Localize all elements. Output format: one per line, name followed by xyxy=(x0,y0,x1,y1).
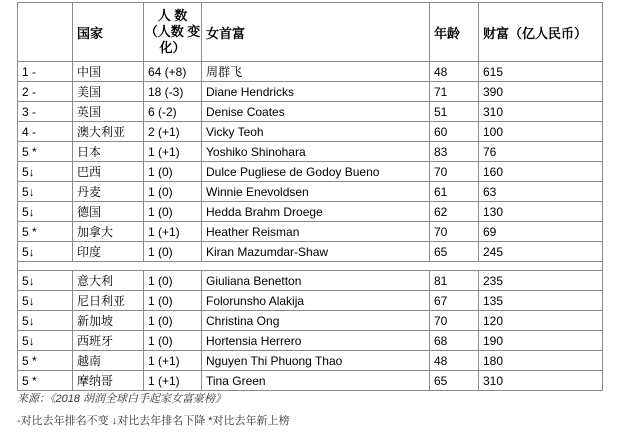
cell-wealth: 615 xyxy=(479,62,603,82)
cell-country: 澳大利亚 xyxy=(73,122,144,142)
cell-count: 1 (0) xyxy=(144,311,202,331)
table-row xyxy=(18,62,603,82)
cell-woman: Kiran Mazumdar-Shaw xyxy=(202,242,430,262)
header-row xyxy=(18,3,603,62)
cell-woman: Dulce Pugliese de Godoy Bueno xyxy=(202,162,430,182)
table-row xyxy=(18,202,603,222)
cell-age: 70 xyxy=(430,222,479,242)
cell-count: 1 (0) xyxy=(144,271,202,291)
cell-age: 71 xyxy=(430,82,479,102)
cell-age: 70 xyxy=(430,162,479,182)
cell-country: 加拿大 xyxy=(73,222,144,242)
table-row xyxy=(18,311,603,331)
cell-country: 美国 xyxy=(73,82,144,102)
cell-woman: Denise Coates xyxy=(202,102,430,122)
cell-rank: 5↓ xyxy=(18,242,73,262)
cell-rank: 5 * xyxy=(18,222,73,242)
cell-age: 65 xyxy=(430,371,479,391)
table-row xyxy=(18,351,603,371)
cell-rank: 5 * xyxy=(18,351,73,371)
cell-wealth: 69 xyxy=(479,222,603,242)
table-row xyxy=(18,122,603,142)
cell-woman: Yoshiko Shinohara xyxy=(202,142,430,162)
cell-woman: Tina Green xyxy=(202,371,430,391)
header-age: 年龄 xyxy=(430,3,479,62)
cell-woman: Hedda Brahm Droege xyxy=(202,202,430,222)
table-row xyxy=(18,331,603,351)
cell-age: 70 xyxy=(430,311,479,331)
cell-age: 48 xyxy=(430,351,479,371)
table-row xyxy=(18,102,603,122)
cell-rank: 1 - xyxy=(18,62,73,82)
cell-rank: 4 - xyxy=(18,122,73,142)
cell-wealth: 76 xyxy=(479,142,603,162)
cell-wealth: 160 xyxy=(479,162,603,182)
cell-country: 摩纳哥 xyxy=(73,371,144,391)
table-row xyxy=(18,142,603,162)
cell-woman: Nguyen Thi Phuong Thao xyxy=(202,351,430,371)
cell-country: 意大利 xyxy=(73,271,144,291)
cell-count: 1 (0) xyxy=(144,182,202,202)
cell-wealth: 180 xyxy=(479,351,603,371)
row-gap xyxy=(18,262,603,271)
cell-count: 1 (+1) xyxy=(144,371,202,391)
cell-age: 62 xyxy=(430,202,479,222)
cell-age: 65 xyxy=(430,242,479,262)
cell-count: 18 (-3) xyxy=(144,82,202,102)
cell-count: 1 (+1) xyxy=(144,222,202,242)
cell-rank: 5↓ xyxy=(18,202,73,222)
cell-rank: 5 * xyxy=(18,142,73,162)
cell-count: 2 (+1) xyxy=(144,122,202,142)
cell-wealth: 245 xyxy=(479,242,603,262)
cell-rank: 2 - xyxy=(18,82,73,102)
header-country: 国家 xyxy=(73,3,144,62)
cell-woman: Christina Ong xyxy=(202,311,430,331)
table-row xyxy=(18,162,603,182)
cell-rank: 5↓ xyxy=(18,311,73,331)
table-row xyxy=(18,291,603,311)
cell-country: 新加坡 xyxy=(73,311,144,331)
cell-woman: Giuliana Benetton xyxy=(202,271,430,291)
table-row xyxy=(18,371,603,391)
cell-age: 60 xyxy=(430,122,479,142)
cell-rank: 5↓ xyxy=(18,271,73,291)
table-row xyxy=(18,271,603,291)
cell-country: 丹麦 xyxy=(73,182,144,202)
cell-country: 尼日利亚 xyxy=(73,291,144,311)
cell-wealth: 190 xyxy=(479,331,603,351)
cell-woman: Winnie Enevoldsen xyxy=(202,182,430,202)
legend-note: -对比去年排名不变 ↓对比去年排名下降 *对比去年新上榜 xyxy=(17,415,290,427)
cell-rank: 5↓ xyxy=(18,162,73,182)
cell-count: 6 (-2) xyxy=(144,102,202,122)
cell-rank: 5 * xyxy=(18,371,73,391)
header-woman: 女首富 xyxy=(202,3,430,62)
cell-country: 日本 xyxy=(73,142,144,162)
cell-rank: 3 - xyxy=(18,102,73,122)
table-row xyxy=(18,82,603,102)
cell-age: 81 xyxy=(430,271,479,291)
cell-age: 68 xyxy=(430,331,479,351)
cell-age: 83 xyxy=(430,142,479,162)
cell-wealth: 120 xyxy=(479,311,603,331)
cell-country: 巴西 xyxy=(73,162,144,182)
cell-woman: Hortensia Herrero xyxy=(202,331,430,351)
cell-count: 1 (0) xyxy=(144,202,202,222)
cell-age: 67 xyxy=(430,291,479,311)
cell-country: 德国 xyxy=(73,202,144,222)
table-row xyxy=(18,182,603,202)
cell-wealth: 63 xyxy=(479,182,603,202)
table-row xyxy=(18,242,603,262)
table-row xyxy=(18,222,603,242)
header-count: 人 数 （人数 变化） xyxy=(144,3,202,62)
cell-wealth: 390 xyxy=(479,82,603,102)
cell-wealth: 235 xyxy=(479,271,603,291)
source-note: 来源：《2018 胡润全球白手起家女富豪榜》 xyxy=(17,393,227,405)
cell-woman: Vicky Teoh xyxy=(202,122,430,142)
cell-count: 1 (+1) xyxy=(144,142,202,162)
cell-age: 48 xyxy=(430,62,479,82)
cell-count: 64 (+8) xyxy=(144,62,202,82)
cell-country: 西班牙 xyxy=(73,331,144,351)
cell-woman: Folorunsho Alakija xyxy=(202,291,430,311)
cell-wealth: 130 xyxy=(479,202,603,222)
header-wealth: 财富（亿人民币） xyxy=(479,3,603,62)
cell-woman: Diane Hendricks xyxy=(202,82,430,102)
cell-country: 印度 xyxy=(73,242,144,262)
cell-wealth: 310 xyxy=(479,102,603,122)
cell-country: 中国 xyxy=(73,62,144,82)
rich-list-table xyxy=(17,2,603,391)
table-body xyxy=(18,62,603,391)
cell-age: 61 xyxy=(430,182,479,202)
cell-rank: 5↓ xyxy=(18,331,73,351)
cell-count: 1 (0) xyxy=(144,162,202,182)
cell-woman: Heather Reisman xyxy=(202,222,430,242)
cell-woman: 周群飞 xyxy=(202,62,430,82)
header-rank xyxy=(18,3,73,62)
cell-rank: 5↓ xyxy=(18,291,73,311)
cell-count: 1 (0) xyxy=(144,242,202,262)
cell-count: 1 (0) xyxy=(144,291,202,311)
cell-age: 51 xyxy=(430,102,479,122)
cell-wealth: 100 xyxy=(479,122,603,142)
cell-wealth: 310 xyxy=(479,371,603,391)
cell-country: 英国 xyxy=(73,102,144,122)
cell-count: 1 (0) xyxy=(144,331,202,351)
cell-rank: 5↓ xyxy=(18,182,73,202)
cell-wealth: 135 xyxy=(479,291,603,311)
cell-country: 越南 xyxy=(73,351,144,371)
cell-count: 1 (+1) xyxy=(144,351,202,371)
